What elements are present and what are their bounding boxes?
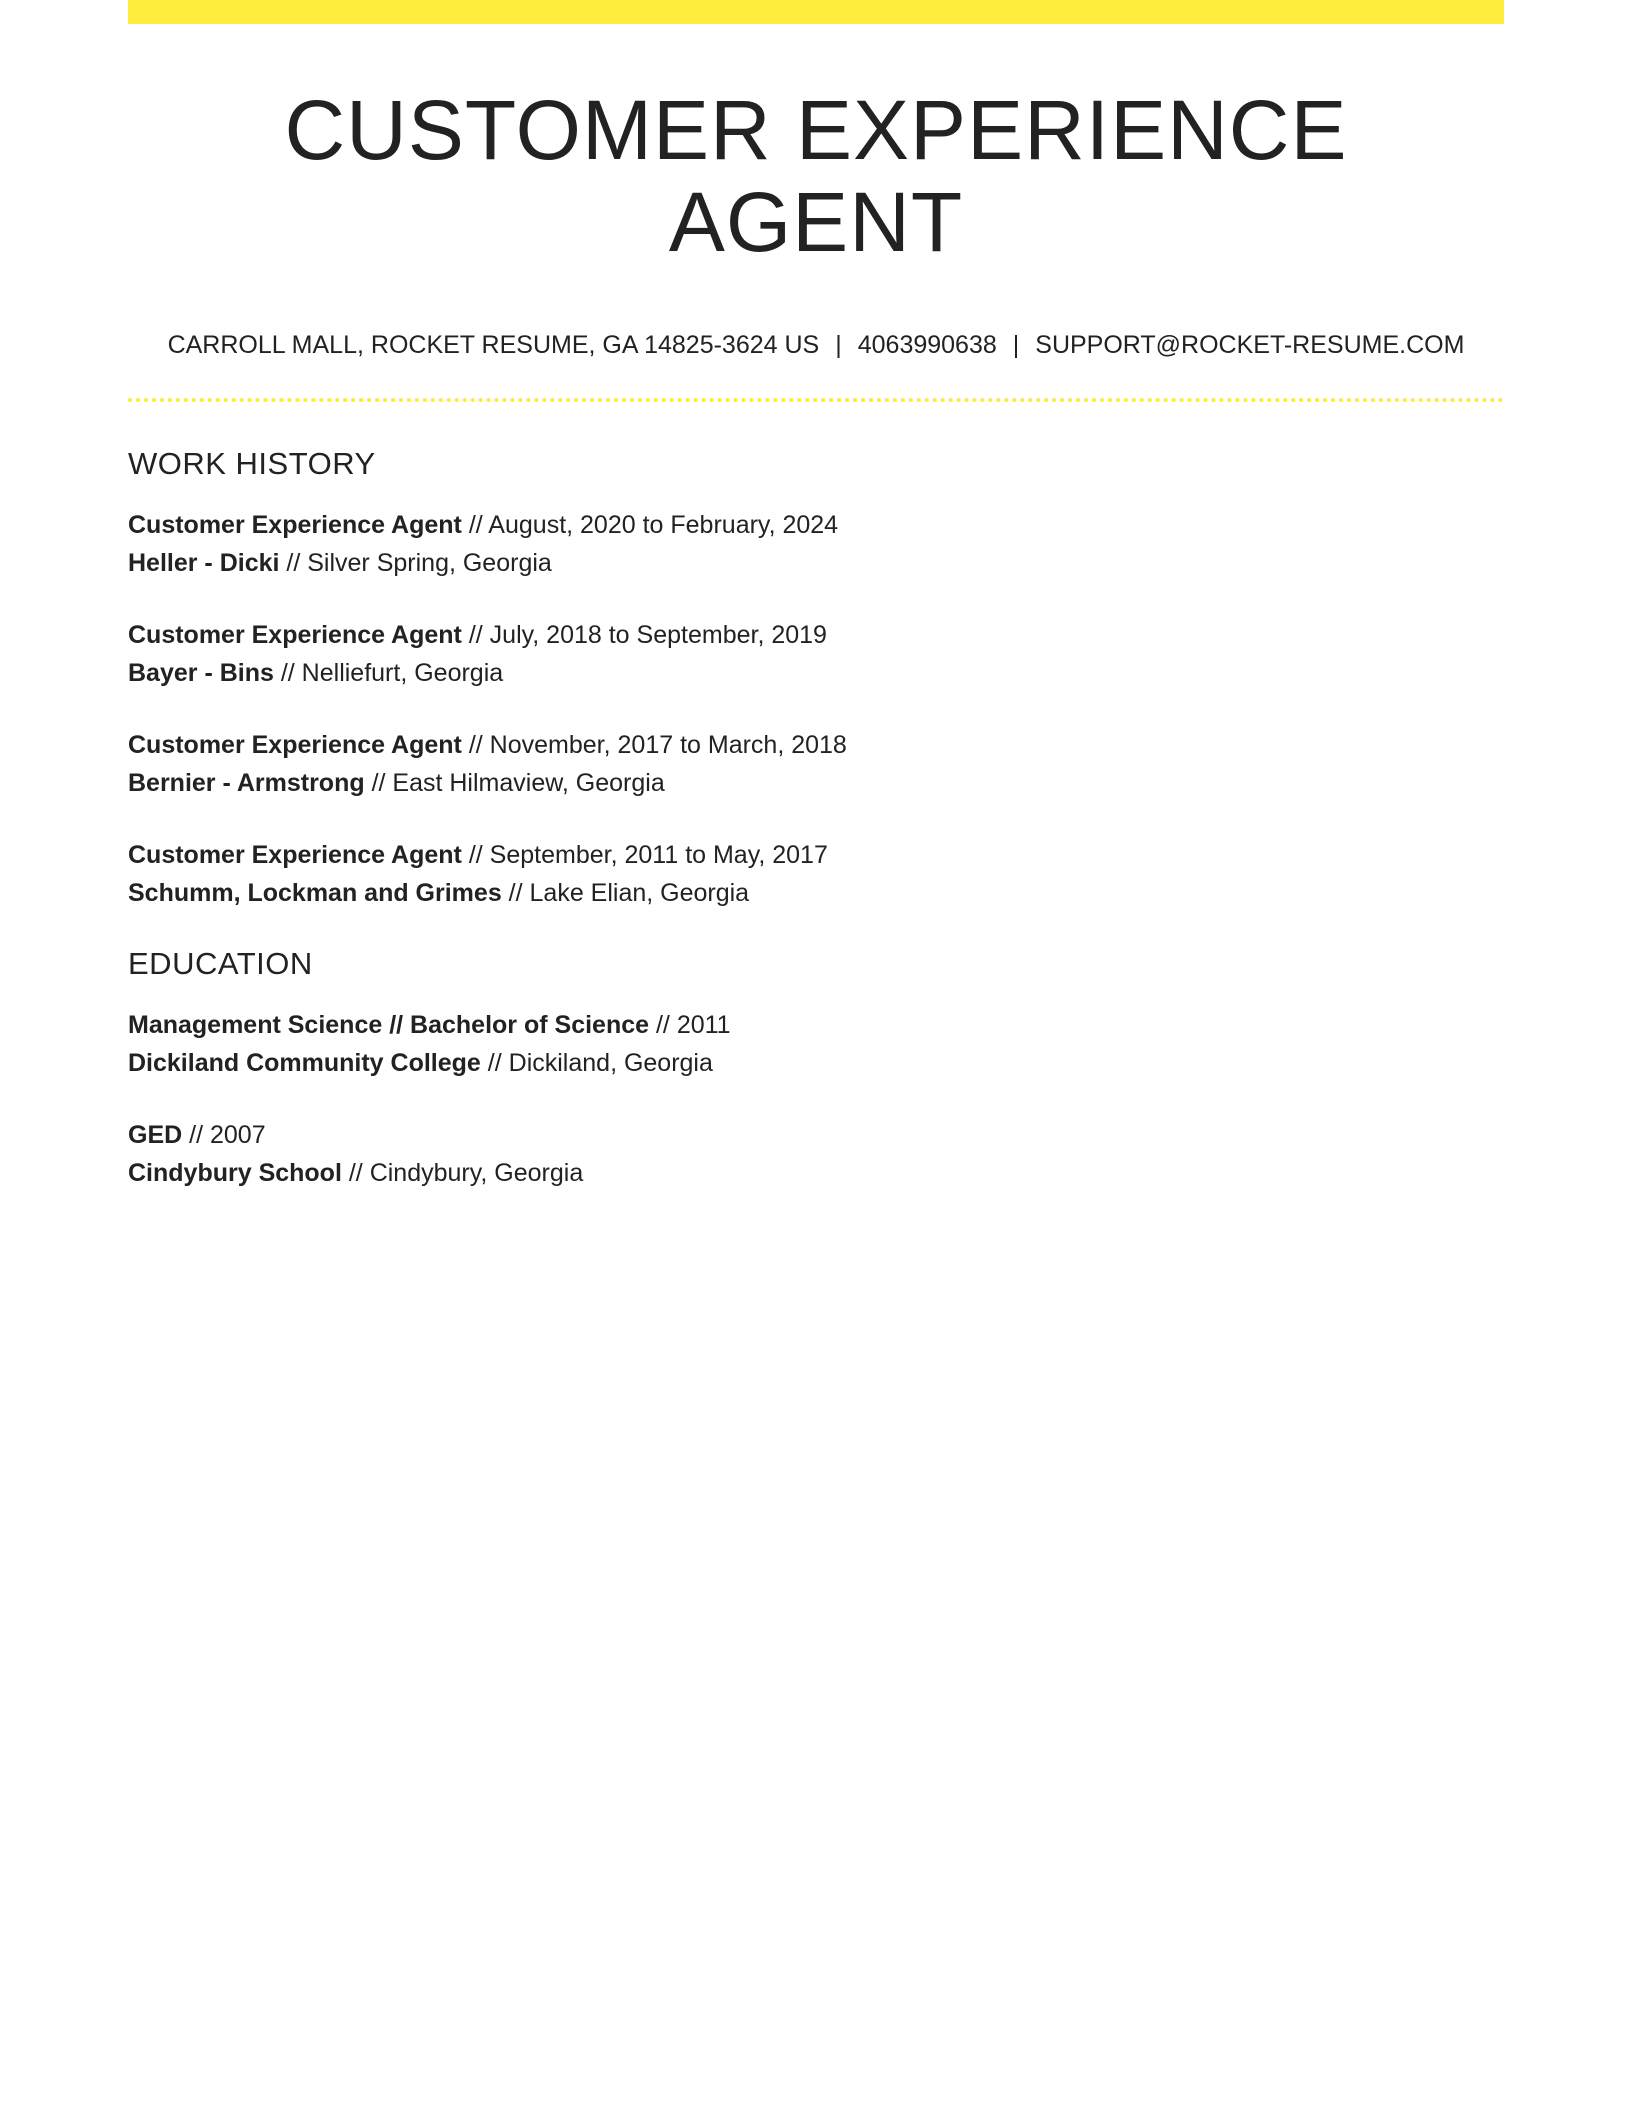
job-role: Customer Experience Agent <box>128 840 462 869</box>
contact-phone: 4063990638 <box>857 330 997 359</box>
job-entry <box>128 506 1504 582</box>
education-entry <box>128 1006 1504 1082</box>
job-company: Heller - Dicki <box>128 548 280 577</box>
job-company-line <box>128 544 1504 582</box>
education-location: // Dickiland, Georgia <box>487 1048 713 1077</box>
job-title-line <box>128 506 1504 544</box>
education-heading: EDUCATION <box>128 945 313 981</box>
dotted-divider <box>128 398 1504 402</box>
job-entry <box>128 616 1504 692</box>
work-history-heading: WORK HISTORY <box>128 445 376 481</box>
job-entry <box>128 726 1504 802</box>
resume-title: CUSTOMER EXPERIENCE AGENT <box>284 83 1348 270</box>
education-school-line <box>128 1154 1504 1192</box>
job-title-line <box>128 616 1504 654</box>
job-company-line <box>128 874 1504 912</box>
education-entry <box>128 1116 1504 1192</box>
education-degree-line <box>128 1006 1504 1044</box>
job-company-line <box>128 654 1504 692</box>
job-role: Customer Experience Agent <box>128 730 462 759</box>
education-list <box>128 1006 1504 1192</box>
contact-line <box>128 330 1504 359</box>
education-degree-line <box>128 1116 1504 1154</box>
contact-separator: | <box>835 330 842 359</box>
education-school: Cindybury School <box>128 1158 342 1187</box>
job-company: Bernier - Armstrong <box>128 768 365 797</box>
job-dates: // September, 2011 to May, 2017 <box>468 840 828 869</box>
job-location: // Lake Elian, Georgia <box>508 878 750 907</box>
education-school: Dickiland Community College <box>128 1048 481 1077</box>
education-location: // Cindybury, Georgia <box>348 1158 584 1187</box>
job-location: // Silver Spring, Georgia <box>286 548 552 577</box>
work-history-list <box>128 506 1504 912</box>
job-company: Schumm, Lockman and Grimes <box>128 878 502 907</box>
education-school-line <box>128 1044 1504 1082</box>
job-role: Customer Experience Agent <box>128 510 462 539</box>
education-degree: Management Science // Bachelor of Science <box>128 1010 650 1039</box>
job-dates: // August, 2020 to February, 2024 <box>468 510 839 539</box>
job-title-line <box>128 726 1504 764</box>
job-company-line <box>128 764 1504 802</box>
education-year: // 2011 <box>655 1010 731 1039</box>
contact-email: SUPPORT@ROCKET-RESUME.COM <box>1035 330 1465 359</box>
education-degree: GED <box>128 1120 183 1149</box>
job-company: Bayer - Bins <box>128 658 274 687</box>
job-dates: // July, 2018 to September, 2019 <box>468 620 827 649</box>
job-title-line <box>128 836 1504 874</box>
job-entry <box>128 836 1504 912</box>
accent-top-bar <box>128 0 1504 24</box>
resume-page <box>128 0 1504 1192</box>
contact-address: CARROLL MALL, ROCKET RESUME, GA 14825-3624 US <box>167 330 820 359</box>
job-location: // Nelliefurt, Georgia <box>280 658 504 687</box>
job-role: Customer Experience Agent <box>128 620 462 649</box>
job-dates: // November, 2017 to March, 2018 <box>468 730 847 759</box>
contact-separator: | <box>1012 330 1020 359</box>
job-location: // East Hilmaview, Georgia <box>371 768 665 797</box>
education-year: // 2007 <box>189 1120 266 1149</box>
